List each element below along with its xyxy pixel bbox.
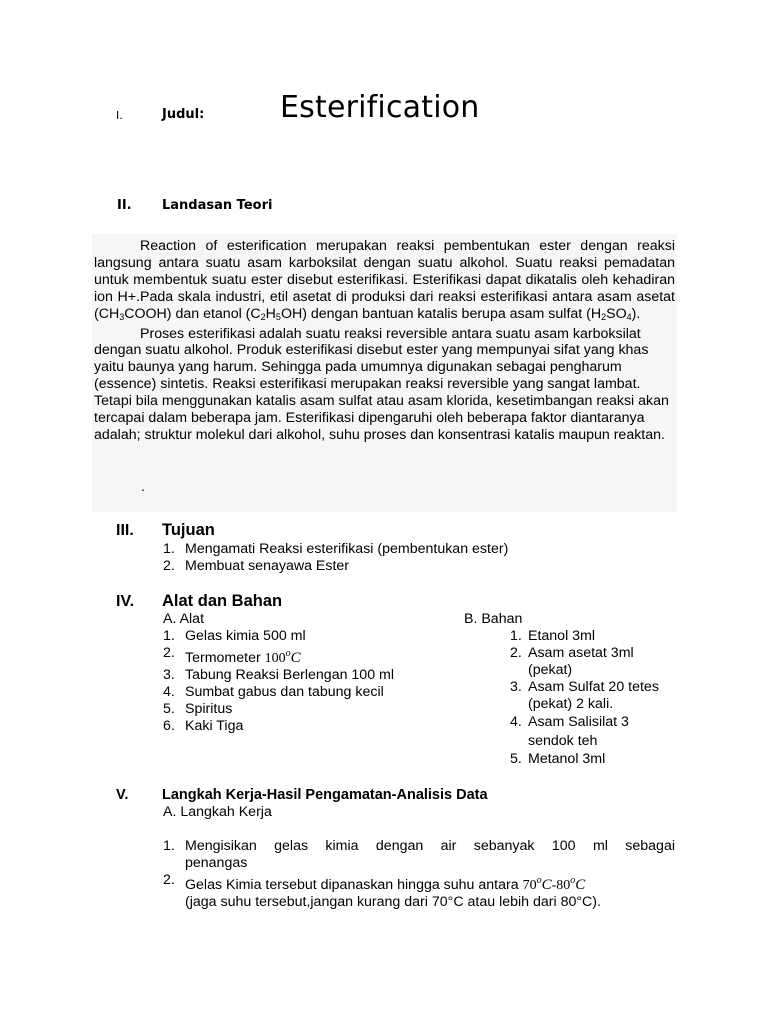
alat-list [139, 628, 459, 735]
list-item: 2. Asam asetat 3ml (pekat) [510, 645, 634, 678]
list-item: 5. Spiritus [163, 701, 233, 717]
langkah-kerja-subheading: A. Langkah Kerja [163, 804, 272, 820]
list-item: 2. Termometer 100$^o$C [163, 645, 301, 666]
heading-number-1: I. [116, 109, 123, 122]
bahan-list [488, 628, 688, 768]
theory-paragraph-2: Proses esterifikasi adalah suatu reaksi reversible antara suatu asam karboksilat dengan suatu alkohol. Produk esterifikasi disebut ester yang mempunyai sifat yang khas yaitu baunya yang harum. Sehingga pada umumnya digunakan sebagai pengharum (essence) sintetis. Reaksi esterifikasi merupakan reaksi reversible yang sangat lambat. Tetapi bila menggunakan katalis asam sulfat atau asam klorida, kesetimbangan reaksi akan tercapai dalam beberapa jam. Esterifikasi dipengaruhi oleh beberapa faktor diantaranya adalah; struktur molekul dari alkohol, suhu proses dan konsentrasi katalis maupun reaktan. [94, 325, 669, 443]
heading-number-3: III. [116, 522, 134, 539]
list-item: 6. Kaki Tiga [163, 718, 244, 734]
judul-label: Judul: [162, 107, 205, 122]
list-item: 1. Etanol 3ml [510, 628, 596, 644]
document-title: Esterification [280, 90, 480, 125]
alat-bahan-heading: Alat dan Bahan [162, 592, 283, 610]
heading-number-4: IV. [116, 593, 135, 610]
list-item: 2. Gelas Kimia tersebut dipanaskan hingga suhu antara 70$^o$C-80$^o$C (jaga suhu tersebut,jangan kurang dari 70°C atau lebih dari 80°C). [163, 872, 601, 910]
steps-list [139, 838, 675, 911]
list-item: 3. Tabung Reaksi Berlengan 100 ml [163, 667, 395, 683]
theory-text [94, 238, 675, 444]
list-item: 1. Gelas kimia 500 ml [163, 628, 306, 644]
bahan-subheading: B. Bahan [464, 611, 523, 627]
list-item: 2. Membuat senayawa Ester [163, 558, 350, 574]
alat-subheading: A. Alat [163, 611, 205, 627]
stray-dot: . [141, 479, 145, 495]
langkah-kerja-heading: Langkah Kerja-Hasil Pengamatan-Analisis Data [162, 787, 488, 803]
theory-paragraph-1: Reaction of esterification merupakan reaksi pembentukan ester dengan reaksi langsung antara suatu asam karboksilat dengan suatu alkohol. Suatu reaksi pemadatan untuk membentuk suatu ester disebut esterifikasi. Esterifikasi dapat dikatalis oleh kehadiran ion H+.Pada skala industri, etil asetat di produksi dari reaksi esterifikasi antara asam asetat $(CH_3COOH)$ dan etanol $(C_2H_5OH)$ dengan bantuan katalis berupa asam sulfat $(H_2SO_4)$. [94, 238, 675, 322]
landasan-teori-heading: Landasan Teori [162, 198, 273, 213]
tujuan-list [139, 541, 679, 575]
list-item: 1. Mengisikan gelas kimia dengan air sebanyak 100 ml sebagai penangas [163, 838, 675, 871]
list-item: 4. Sumbat gabus dan tabung kecil [163, 684, 384, 700]
tujuan-heading: Tujuan [162, 521, 215, 539]
list-item: 5. Metanol 3ml [510, 751, 606, 767]
list-item: 3. Asam Sulfat 20 tetes (pekat) 2 kali. [510, 679, 659, 712]
list-item: 1. Mengamati Reaksi esterifikasi (pembentukan ester) [163, 541, 509, 557]
heading-number-2: II. [117, 198, 132, 213]
heading-number-5: V. [116, 787, 129, 803]
list-item: 4. Asam Salisilat 3 sendok teh [510, 714, 629, 749]
